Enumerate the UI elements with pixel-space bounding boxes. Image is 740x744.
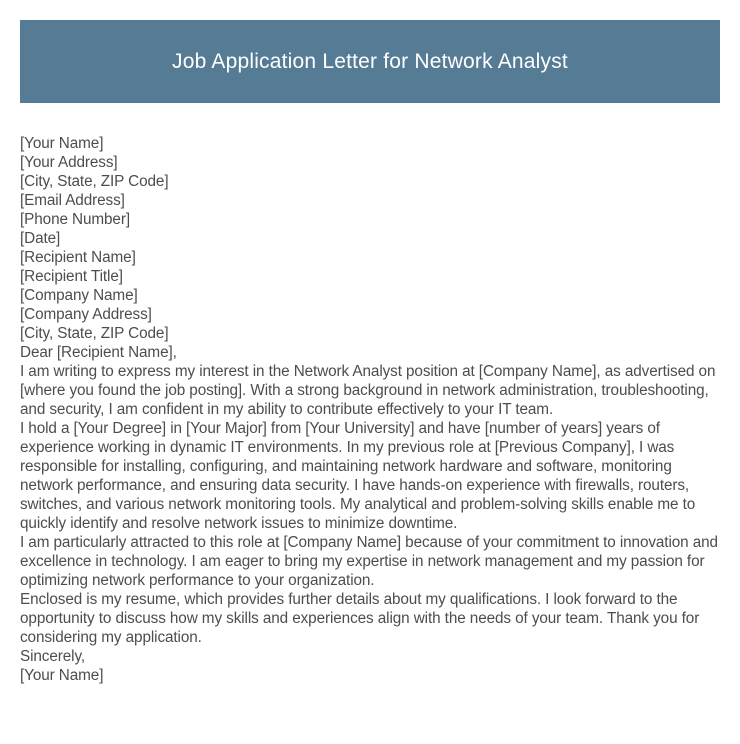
sender-address-line: [Your Address] <box>20 154 118 171</box>
recipient-name-line: [Recipient Name] <box>20 249 136 266</box>
salutation-line: Dear [Recipient Name], <box>20 344 177 361</box>
company-name-line: [Company Name] <box>20 287 138 304</box>
recipient-city-state-zip-line: [City, State, ZIP Code] <box>20 325 169 342</box>
sender-phone-line: [Phone Number] <box>20 211 130 228</box>
document-header-band <box>20 20 720 103</box>
paragraph-closing: Enclosed is my resume, which provides further details about my qualifications. I look forward to the opportunity to discuss how my skills and experiences align with the needs of your team. Thank you for considering my application. <box>20 591 700 646</box>
company-address-line: [Company Address] <box>20 306 152 323</box>
document-title: Job Application Letter for Network Analyst <box>172 49 568 73</box>
paragraph-experience: I hold a [Your Degree] in [Your Major] from [Your University] and have [number of years] years of experience working in dynamic IT environments. In my previous role at [Previous Company], I was responsible for installing, configuring, and maintaining network hardware and software, monitoring network performance, and ensuring data security. I have hands-on experience with firewalls, routers, switches, and various network monitoring tools. My analytical and problem-solving skills enable me to quickly identify and resolve network issues to minimize downtime. <box>20 420 696 532</box>
closing-line: Sincerely, <box>20 648 86 665</box>
paragraph-introduction: I am writing to express my interest in the Network Analyst position at [Company Name], as advertised on [where you found the job posting]. With a strong background in network administration, troubleshooting, and security, I am confident in my ability to contribute effectively to your IT team. <box>20 363 716 418</box>
sender-email-line: [Email Address] <box>20 192 125 209</box>
date-line: [Date] <box>20 230 61 247</box>
signature-line: [Your Name] <box>20 667 104 684</box>
recipient-title-line: [Recipient Title] <box>20 268 123 285</box>
letter-body <box>0 103 740 685</box>
sender-name-line: [Your Name] <box>20 135 104 152</box>
sender-city-state-zip-line: [City, State, ZIP Code] <box>20 173 169 190</box>
document-page <box>0 20 740 744</box>
paragraph-motivation: I am particularly attracted to this role at [Company Name] because of your commitment to innovation and excellence in technology. I am eager to bring my expertise in network management and my passion for optimizing network performance to your organization. <box>20 534 718 589</box>
